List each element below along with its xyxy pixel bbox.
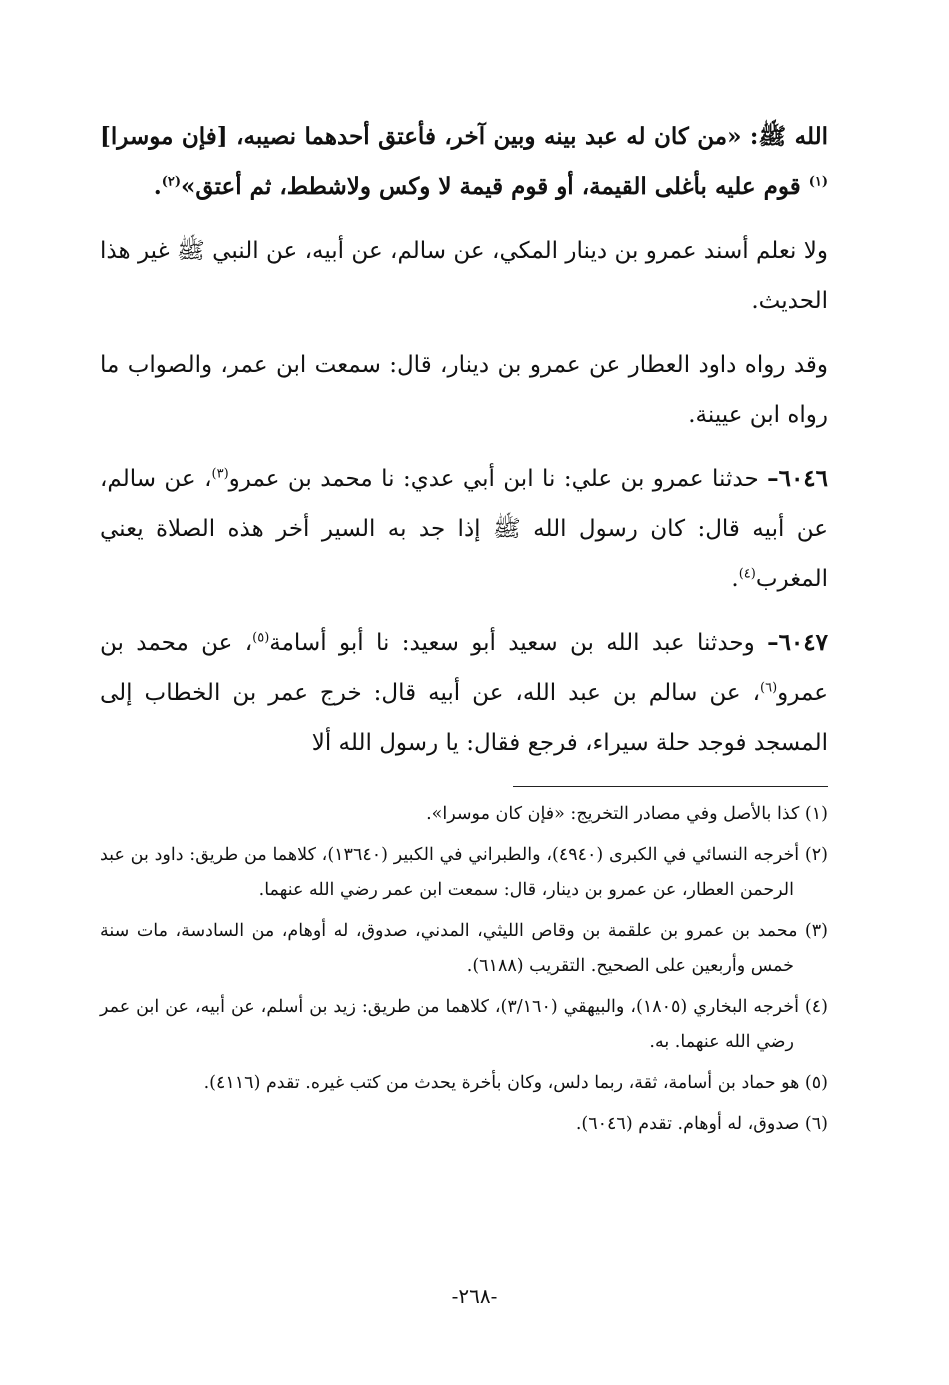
footnote-marker: (٣) xyxy=(211,466,229,482)
footnote-2: (٢) أخرجه النسائي في الكبرى (٤٩٤٠)، والطبراني في الكبير (١٣٦٤٠)، كلاهما من طريق: داود بن عبد الرحمن العطار، عن عمرو بن دينار، قال: سمعت ابن عمر رضي الله عنهما. xyxy=(100,845,828,900)
hadith-number: ٦٠٤٦– xyxy=(767,465,829,492)
footnote-marker: (٤) xyxy=(738,566,756,582)
commentary-paragraph: وقد رواه داود العطار عن عمرو بن دينار، قال: سمعت ابن عمر، والصواب ما رواه ابن عيينة. xyxy=(100,352,828,428)
footnote-divider xyxy=(513,786,828,787)
footnote-marker: (٥) xyxy=(252,630,270,646)
commentary-paragraph: ولا نعلم أسند عمرو بن دينار المكي، عن سالم، عن أبيه، عن النبي ﷺ غير هذا الحديث. xyxy=(100,238,828,314)
book-page xyxy=(100,112,828,1148)
text-run: . xyxy=(731,566,739,592)
footnote-6: (٦) صدوق، له أوهام. تقدم (٦٠٤٦). xyxy=(575,1114,828,1134)
text-run: وحدثنا عبد الله بن سعيد أبو سعيد: نا أبو أسامة xyxy=(269,630,768,656)
text-run: ، عن سالم بن عبد الله، عن أبيه قال: خرج عمر بن الخطاب إلى المسجد فوجد حلة سيراء، فرجع فقال: يا رسول الله ألا xyxy=(100,680,828,756)
page-number: -٢٦٨- xyxy=(451,1284,498,1308)
footnote-marker: (٢) xyxy=(161,174,182,190)
text-run: . xyxy=(153,173,162,200)
footnote-marker: (٦) xyxy=(760,680,778,696)
footnotes xyxy=(100,797,828,1142)
footnote-4: (٤) أخرجه البخاري (١٨٠٥)، والبيهقي (٣/١٦٠)، كلاهما من طريق: زيد بن أسلم، عن أبيه، عن ابن عمر رضي الله عنهما. به. xyxy=(100,997,828,1052)
text-run: قوم عليه بأغلى القيمة، أو قوم قيمة لا وكس ولاشطط، ثم أعتق» xyxy=(181,173,809,200)
footnote-5: (٥) هو حماد بن أسامة، ثقة، ربما دلس، وكان بأخرة يحدث من كتب غيره. تقدم (٤١١٦). xyxy=(203,1073,828,1093)
hadith-6047-paragraph xyxy=(100,618,828,768)
main-text xyxy=(100,112,828,768)
footnote-3: (٣) محمد بن عمرو بن علقمة بن وقاص الليثي، المدني، صدوق، له أوهام، من السادسة، مات سنة خمس وأربعين على الصحيح. التقريب (٦١٨٨). xyxy=(100,921,828,976)
text-run: ، عن سالم، عن أبيه قال: كان رسول الله ﷺ إذا جد به السير أخر هذه الصلاة يعني المغرب xyxy=(100,466,828,592)
text-run: ، عن محمد بن عمرو xyxy=(100,630,828,706)
text-run: حدثنا عمرو بن علي: نا ابن أبي عدي: نا محمد بن عمرو xyxy=(228,466,768,492)
footnote-marker: (١) xyxy=(808,174,828,190)
footnote-1: (١) كذا بالأصل وفي مصادر التخريج: «فإن كان موسرا». xyxy=(426,804,828,824)
text-run: الله ﷺ: «من كان له عبد بينه وبين آخر، فأعتق أحدهما نصيبه، [فإن موسرا] xyxy=(100,123,828,150)
hadith-6046-paragraph xyxy=(100,454,828,604)
hadith-text-paragraph xyxy=(100,112,828,212)
hadith-number: ٦٠٤٧– xyxy=(767,629,828,656)
